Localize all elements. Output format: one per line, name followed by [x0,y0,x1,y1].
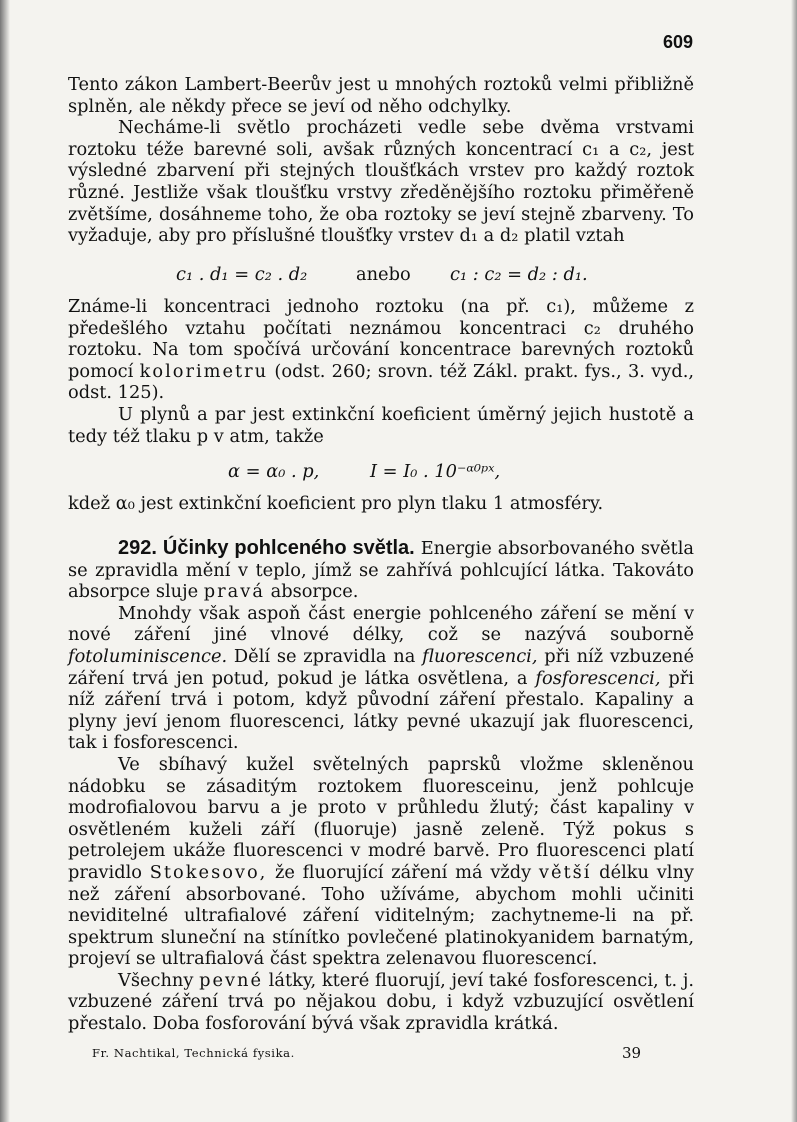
paragraph-fosforescence: Všechny pevné látky, které fluorují, jeví také fosforescenci, t. j. vzbuzené záření trvá po nějakou dobu, i když vzbuzující osvětlení přestalo. Doba fosforování bývá však zpravidla krátká. [68,969,694,1035]
equation-concentration-left: c₁ . d₁ = c₂ . d₂ [176,264,308,285]
text-block-3 [68,493,694,515]
paragraph-lambert-beer: Tento zákon Lambert-Beerův jest u mnohých roztoků velmi přibližně splněn, ale někdy přece se jeví od něho odchylky. [68,74,694,117]
footer-sheet-number: 39 [622,1044,642,1062]
page-edge-shadow-left [0,0,10,1122]
section-292 [68,538,694,1035]
spaced-term-pevne: pevné [199,969,263,991]
paragraph-fluorescein: Ve sbíhavý kužel světelných paprsků vložme skleněnou nádobku se zásaditým roztokem fluoresceinu, jenž pohlcuje modrofialovou barvu a je proto v průhledu žlutý; část kapaliny v osvětleném kuželi září (fluoruje) jasně zeleně. Týž pokus s petrolejem ukáže fluorescenci v modré barvě. Pro fluorescenci platí pravidlo Stokesovo, že fluorující záření má vždy větší délku vlny než záření absorbované. Toho užíváme, abychom mohli učiniti neviditelné ultrafialové záření viditelným; zachytneme-li na př. spektrum sluneční na stínítko povlečené platinokyanidem barnatým, projeví se ultrafialová část spektra zelenavou fluorescencí. [68,753,694,970]
section-title: Účinky pohlceného světla. [162,537,415,559]
paragraph-alpha-zero: kdež α₀ jest extinkční koeficient pro plyn tlaku 1 atmosféry. [68,493,604,514]
text-block-2 [68,296,694,447]
paragraph-section-intro: 292. Účinky pohlceného světla. Energie absorbovaného světla se zpravidla mění v teplo, jímž se zahřívá pohlcující látka. Takováto absorpce sluje pravá absorpce. [68,537,694,603]
paragraph-fotoluminiscence: Mnohdy však aspoň část energie pohlceného záření se mění v nové záření jiné vlnové délky, což se nazývá souborně fotoluminiscence. Dělí se zpravidla na fluorescenci, při níž vzbuzené záření trvá jen potud, pokud je látka osvětlena, a fosforescenci, při níž záření trvá i potom, když původní záření přestalo. Kapaliny a plyny jeví jenom fluorescenci, látky pevné ukazují jak fluorescenci, tak i fosforescenci. [68,602,694,754]
spaced-term-kolorimetr: kolorimetru [139,360,269,382]
equation-alpha: α = α₀ . p, [228,461,320,482]
equation-intensity: I = I₀ . 10⁻ᵅ⁰ᵖˣ, [370,461,501,482]
page-number: 609 [663,32,694,52]
text-block-1 [68,74,694,247]
paragraph-kolorimetr: Známe-li koncentraci jednoho roztoku (na př. c₁), můžeme z předešlého vztahu počítati neznámou koncentraci c₂ druhého roztoku. Na tom spočívá určování koncentrace barevných roztoků pomocí kolorimetru (odst. 260; srovn. též Zákl. prakt. fys., 3. vyd., odst. 125). [68,296,695,404]
paragraph-two-layers: Necháme-li světlo procházeti vedle sebe dvěma vrstvami roztoku téže barevné soli, avšak různých koncentrací c₁ a c₂, jest výsledné zbarvení při stejných tloušťkách vrstev pro každý roztok různé. Jestliže však tloušťku vrstvy zředěnějšího roztoku přiměřeně zvětšíme, dosáhneme toho, že oba roztoky se jeví stejně zbarveny. To vyžaduje, aby pro příslušné tloušťky vrstev d₁ a d₂ platil vztah [68,117,694,247]
paragraph-gases: U plynů a par jest extinkční koeficient úměrný jejich hustotě a tedy též tlaku p v atm, takže [68,403,694,447]
footer-signature: Fr. Nachtikal, Technická fysika. [92,1046,295,1060]
page-edge-shadow-right [791,0,797,1122]
spaced-term-stokesovo: Stokesovo, [149,861,268,883]
section-number: 292. [118,537,157,559]
equation-anebo: anebo [356,264,411,285]
spaced-term-vetsi: větší [538,861,592,883]
spaced-term-prava: pravá [203,581,265,603]
equation-concentration-right: c₁ : c₂ = d₂ : d₁. [450,264,588,285]
